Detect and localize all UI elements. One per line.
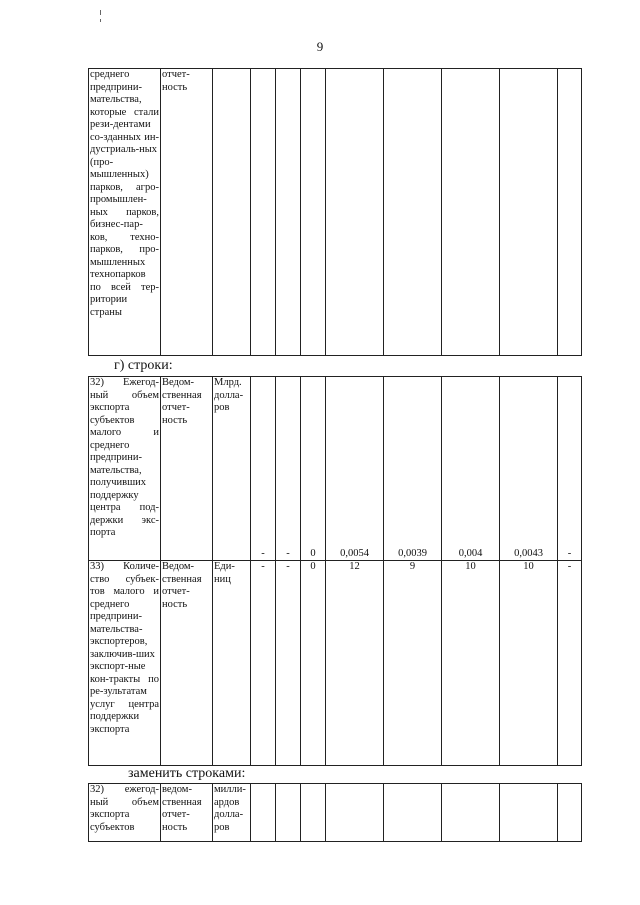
value-cell <box>276 784 301 842</box>
value-cell <box>251 69 276 356</box>
value-cell: - <box>276 561 301 766</box>
source-cell: отчет-ность <box>161 69 213 356</box>
indicator-name-cell: 32) ежегод-ный объем экспорта субъектов <box>89 784 161 842</box>
value-cell <box>500 69 558 356</box>
value-cell <box>326 784 384 842</box>
value-cell: 0 <box>301 377 326 561</box>
section-label-rows: г) строки: <box>114 358 173 373</box>
section-label-replace: заменить строками: <box>128 766 246 781</box>
value-cell <box>384 784 442 842</box>
value-cell <box>301 784 326 842</box>
value-cell <box>500 784 558 842</box>
value-cell <box>442 69 500 356</box>
value-cell: 0,0039 <box>384 377 442 561</box>
unit-cell: Еди-ниц <box>213 561 251 766</box>
value-cell <box>326 69 384 356</box>
indicator-name-cell: среднего предприни-мательства, которые стали рези-дентами со-зданных ин-дустриаль-ных (про-мышленных) парков, агро-промышлен-ных парков, бизнес-пар-ков, техно-парков, про-мышленных технопарков по всей тер-ритории страны <box>89 69 161 356</box>
value-cell: - <box>558 377 582 561</box>
value-cell <box>251 784 276 842</box>
source-cell: ведом-ственная отчет-ность <box>161 784 213 842</box>
value-cell <box>558 784 582 842</box>
unit-cell: Млрд. долла-ров <box>213 377 251 561</box>
value-cell <box>442 784 500 842</box>
value-cell: - <box>558 561 582 766</box>
value-cell <box>301 69 326 356</box>
value-cell: 0,0054 <box>326 377 384 561</box>
indicator-name-cell: 32) Ежегод-ный объем экспорта субъектов малого и среднего предприни-мательства, получивших поддержку центра под-держки экс-порта <box>89 377 161 561</box>
value-cell: - <box>276 377 301 561</box>
scan-mark <box>100 10 101 15</box>
value-cell: 10 <box>442 561 500 766</box>
table-row <box>89 377 582 561</box>
value-cell: 0 <box>301 561 326 766</box>
value-cell <box>276 69 301 356</box>
value-cell <box>558 69 582 356</box>
value-cell: 12 <box>326 561 384 766</box>
table-row <box>89 561 582 766</box>
value-cell: 9 <box>384 561 442 766</box>
table-continuation <box>88 68 582 356</box>
unit-cell <box>213 69 251 356</box>
page-number: 9 <box>316 39 324 54</box>
value-cell: 10 <box>500 561 558 766</box>
scan-mark <box>100 19 101 22</box>
value-cell <box>384 69 442 356</box>
table-row <box>89 69 582 356</box>
value-cell: 0,004 <box>442 377 500 561</box>
source-cell: Ведом-ственная отчет-ность <box>161 377 213 561</box>
table-replacement <box>88 783 582 842</box>
table-rows-32-33 <box>88 376 582 766</box>
value-cell: - <box>251 377 276 561</box>
unit-cell: милли-ардов долла-ров <box>213 784 251 842</box>
source-cell: Ведом-ственная отчет-ность <box>161 561 213 766</box>
value-cell: - <box>251 561 276 766</box>
value-cell: 0,0043 <box>500 377 558 561</box>
table-row <box>89 784 582 842</box>
indicator-name-cell: 33) Количе-ство субъек-тов малого и среднего предприни-мательства-экспортеров, заключив-ших экспорт-ные кон-тракты по ре-зультатам услуг центра поддержки экспорта <box>89 561 161 766</box>
